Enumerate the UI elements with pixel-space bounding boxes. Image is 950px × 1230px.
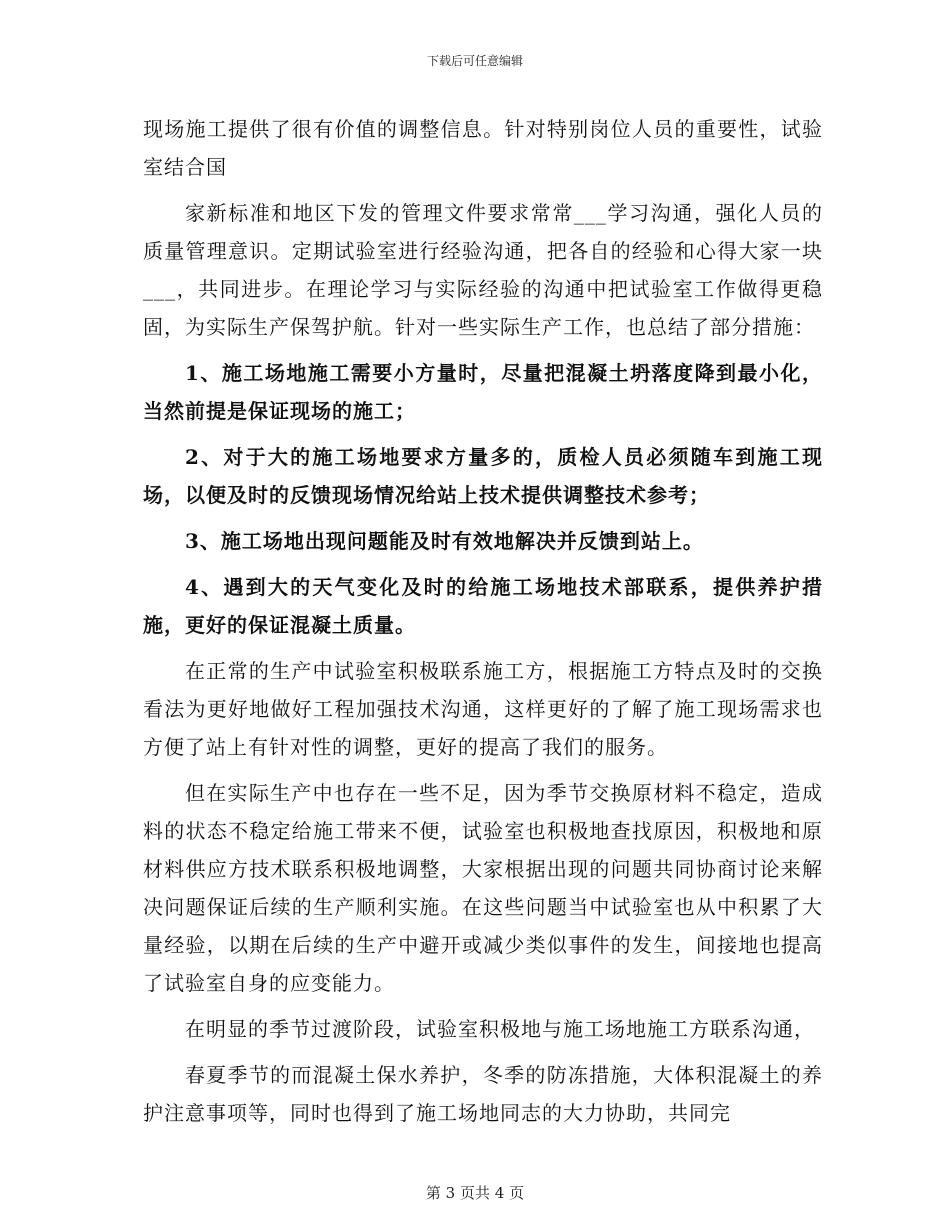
paragraph-8: 但在实际生产中也存在一些不足，因为季节交换原材料不稳定，造成料的状态不稳定给施工带来不便，试验室也积极地查找原因，积极地和原材料供应方技术联系积极地调整，大家根据出现的问题共同协商讨论来解决问题保证后续的生产顺利实施。在这些问题当中试验室也从中积累了大量经验，以期在后续的生产中避开或减少类似事件的发生，间接地也提高了试验室自身的应变能力。 bbox=[143, 781, 823, 995]
paragraph-9: 在明显的季节过渡阶段，试验室积极地与施工场地施工方联系沟通， bbox=[185, 1017, 815, 1041]
page-footer: 第 3 页共 4 页 bbox=[425, 1184, 525, 1202]
paragraph-1: 现场施工提供了很有价值的调整信息。针对特别岗位人员的重要性，试验室结合国 bbox=[143, 117, 823, 179]
measure-item-2: 2、对于大的施工场地要求方量多的，质检人员必须随车到施工现场，以便及时的反馈现场情况给站上技术提供调整技术参考； bbox=[143, 445, 823, 507]
document-body bbox=[143, 110, 823, 1140]
paragraph-7: 在正常的生产中试验室积极联系施工方，根据施工方特点及时的交换看法为更好地做好工程加强技术沟通，这样更好的了解了施工现场需求也方便了站上有针对性的调整，更好的提高了我们的服务。 bbox=[143, 659, 823, 759]
measure-item-4: 4、遇到大的天气变化及时的给施工场地技术部联系，提供养护措施，更好的保证混凝土质量。 bbox=[143, 575, 823, 637]
measure-item-3: 3、施工场地出现问题能及时有效地解决并反馈到站上。 bbox=[185, 529, 704, 553]
page-header: 下载后可任意编辑 bbox=[426, 54, 523, 68]
measure-item-1: 1、施工场地施工需要小方量时，尽量把混凝土坍落度降到最小化，当然前提是保证现场的施工； bbox=[143, 361, 823, 423]
paragraph-2: 家新标准和地区下发的管理文件要求常常___学习沟通，强化人员的质量管理意识。定期试验室进行经验沟通，把各自的经验和心得大家一块___，共同进步。在理论学习与实际经验的沟通中把试验室工作做得更稳固，为实际生产保驾护航。针对一些实际生产工作，也总结了部分措施： bbox=[143, 201, 823, 339]
paragraph-10: 春夏季节的而混凝土保水养护，冬季的防冻措施，大体积混凝土的养护注意事项等，同时也得到了施工场地同志的大力协助，共同完 bbox=[143, 1063, 823, 1125]
